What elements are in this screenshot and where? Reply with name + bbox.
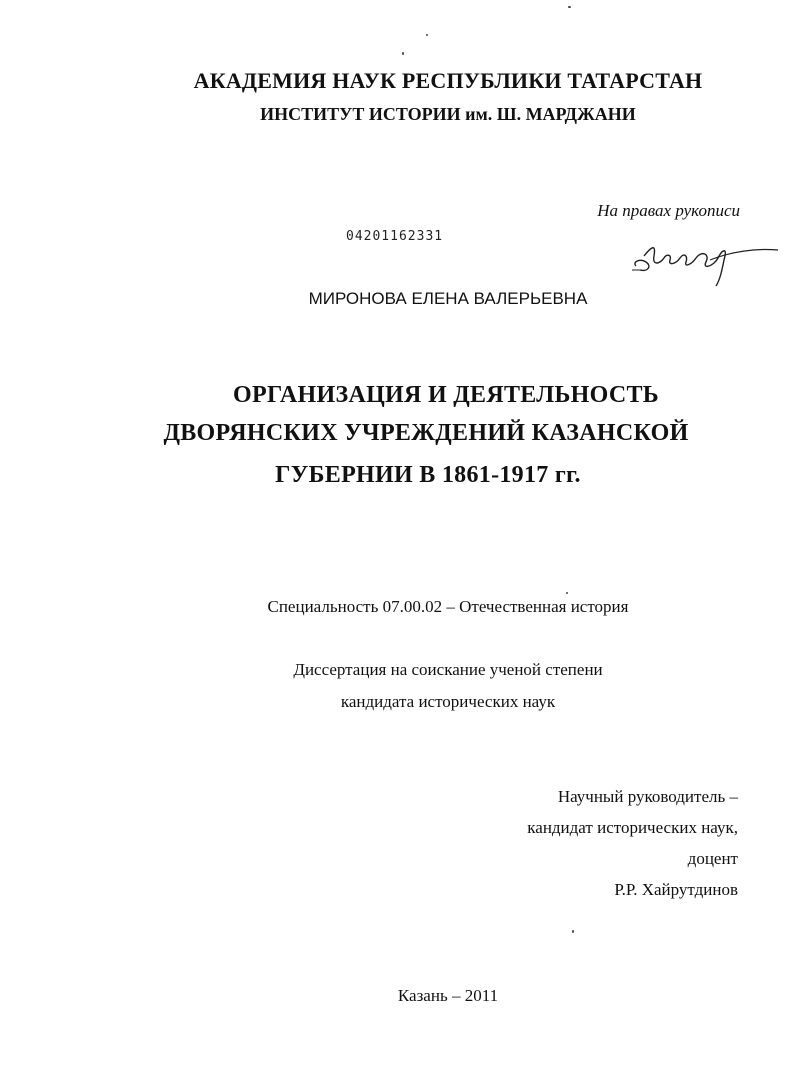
supervisor-title: доцент — [687, 849, 738, 868]
dissertation-line-1 — [50, 660, 796, 680]
manuscript-note: На правах рукописи — [597, 201, 740, 220]
handwritten-signature — [630, 236, 780, 288]
dissertation-line-1-text: Диссертация на соискание ученой степени — [293, 660, 603, 679]
scan-speck — [572, 930, 574, 933]
supervisor-role: Научный руководитель – — [557, 787, 738, 806]
author-name — [50, 289, 796, 309]
academy-heading — [50, 68, 796, 94]
dissertation-line-2-text: кандидата исторических наук — [340, 692, 556, 711]
supervisor-degree: кандидат исторических наук, — [527, 818, 738, 837]
scan-speck — [426, 34, 428, 36]
title-line-1-text: ОРГАНИЗАЦИЯ И ДЕЯТЕЛЬНОСТЬ — [233, 382, 659, 408]
specialty — [50, 597, 796, 617]
title-line-3-text: ГУБЕРНИИ В 1861-1917 гг. — [275, 462, 581, 488]
scan-speck — [566, 592, 568, 594]
specialty-text: Специальность 07.00.02 – Отечественная история — [267, 597, 629, 616]
scan-speck — [402, 52, 404, 55]
supervisor-name: Р.Р. Хайрутдинов — [614, 880, 738, 899]
city-year-text: Казань – 2011 — [397, 986, 499, 1005]
academy-heading-text: АКАДЕМИЯ НАУК РЕСПУБЛИКИ ТАТАРСТАН — [193, 68, 703, 93]
dissertation-line-2 — [50, 692, 796, 712]
institute-heading-text: ИНСТИТУТ ИСТОРИИ им. Ш. МАРДЖАНИ — [260, 104, 636, 124]
city-year — [50, 986, 796, 1006]
title-line-3 — [30, 462, 796, 489]
author-name-text: МИРОНОВА ЕЛЕНА ВАЛЕРЬЕВНА — [308, 289, 588, 308]
title-line-2-text: ДВОРЯНСКИХ УЧРЕЖДЕНИЙ КАЗАНСКОЙ — [163, 420, 689, 446]
institute-heading — [50, 104, 796, 125]
scan-speck — [568, 6, 571, 8]
catalog-code: 04201162331 — [346, 229, 444, 244]
title-line-1 — [48, 382, 796, 409]
title-line-2 — [28, 420, 796, 447]
